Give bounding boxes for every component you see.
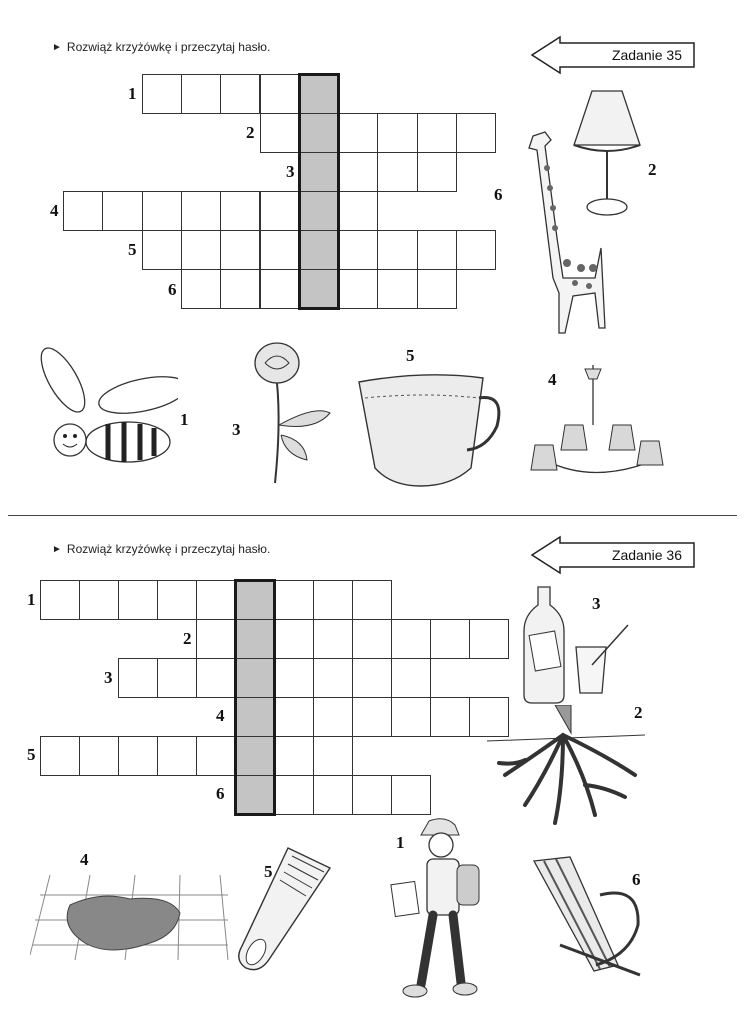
crossword-cell[interactable] [220, 230, 260, 270]
crossword-cell[interactable] [220, 191, 260, 231]
crossword-cell[interactable] [274, 580, 314, 620]
crossword-cell[interactable] [377, 269, 417, 309]
crossword-cell[interactable] [377, 152, 417, 192]
crossword-cell[interactable] [417, 230, 457, 270]
row-number-4: 4 [216, 706, 225, 725]
crossword-cell[interactable] [118, 580, 158, 620]
crossword-cell[interactable] [235, 775, 275, 815]
crossword-cell[interactable] [181, 269, 221, 309]
crossword-cell[interactable] [299, 269, 339, 309]
crossword-cell[interactable] [196, 580, 236, 620]
crossword-cell[interactable] [352, 697, 392, 737]
crossword-cell[interactable] [391, 775, 431, 815]
lemonade-icon [520, 585, 635, 705]
crossword-cell[interactable] [260, 191, 300, 231]
crossword-cell[interactable] [235, 658, 275, 698]
crossword-cell[interactable] [377, 230, 417, 270]
crossword-cell[interactable] [299, 152, 339, 192]
roots-icon [485, 705, 650, 830]
comb-icon [230, 838, 340, 978]
instruction-bottom [52, 542, 270, 556]
picture-number-6: 6 [632, 870, 641, 889]
crossword-cell[interactable] [181, 74, 221, 114]
task-arrow-36 [530, 535, 696, 575]
row-number-6: 6 [168, 280, 177, 299]
crossword-cell[interactable] [220, 74, 260, 114]
crossword-cell[interactable] [157, 736, 197, 776]
crossword-cell[interactable] [274, 619, 314, 659]
picture-number-2: 2 [648, 160, 657, 179]
crossword-cell[interactable] [417, 269, 457, 309]
crossword-cell[interactable] [352, 775, 392, 815]
crossword-cell[interactable] [338, 230, 378, 270]
crossword-cell[interactable] [352, 580, 392, 620]
triangle-bullet-icon: ► [52, 41, 62, 53]
crossword-cell[interactable] [63, 191, 103, 231]
section-divider [8, 515, 737, 516]
crossword-cell[interactable] [299, 191, 339, 231]
picture-number-6: 6 [494, 185, 503, 204]
crossword-cell[interactable] [313, 697, 353, 737]
row-number-2: 2 [246, 123, 255, 142]
crossword-cell[interactable] [299, 74, 339, 114]
crossword-cell[interactable] [274, 736, 314, 776]
picture-number-3: 3 [232, 420, 241, 439]
crossword-cell[interactable] [417, 113, 457, 153]
crossword-cell[interactable] [142, 191, 182, 231]
crossword-cell[interactable] [313, 580, 353, 620]
picture-number-1: 1 [396, 833, 405, 852]
crossword-cell[interactable] [430, 697, 470, 737]
cup-icon [355, 368, 505, 493]
crossword-cell[interactable] [196, 736, 236, 776]
crossword-cell[interactable] [391, 619, 431, 659]
crossword-cell[interactable] [338, 113, 378, 153]
crossword-cell[interactable] [220, 269, 260, 309]
crossword-cell[interactable] [338, 191, 378, 231]
row-number-3: 3 [286, 162, 295, 181]
crossword-cell[interactable] [274, 697, 314, 737]
picture-number-4: 4 [80, 850, 89, 869]
crossword-cell[interactable] [235, 736, 275, 776]
row-number-1: 1 [27, 590, 36, 609]
row-number-1: 1 [128, 84, 137, 103]
crossword-cell[interactable] [430, 619, 470, 659]
crossword-cell[interactable] [338, 269, 378, 309]
row-number-5: 5 [27, 745, 36, 764]
crossword-cell[interactable] [352, 658, 392, 698]
crossword-cell[interactable] [196, 619, 236, 659]
row-number-4: 4 [50, 201, 59, 220]
instruction-text: Rozwiąż krzyżówkę i przeczytaj hasło. [66, 40, 271, 54]
task-arrow-35 [530, 35, 696, 75]
crossword-cell[interactable] [377, 113, 417, 153]
picture-number-5: 5 [264, 862, 273, 881]
crossword-cell[interactable] [299, 230, 339, 270]
crossword-cell[interactable] [235, 619, 275, 659]
crossword-cell[interactable] [118, 658, 158, 698]
crossword-cell[interactable] [338, 152, 378, 192]
crossword-cell[interactable] [299, 113, 339, 153]
crossword-cell[interactable] [469, 619, 509, 659]
task-label: Zadanie 36 [611, 547, 682, 563]
bee-icon [28, 340, 178, 475]
crossword-cell[interactable] [118, 736, 158, 776]
crossword-cell[interactable] [40, 736, 80, 776]
crossword-cell[interactable] [79, 736, 119, 776]
row-number-6: 6 [216, 784, 225, 803]
crossword-cell[interactable] [391, 697, 431, 737]
picture-number-5: 5 [406, 346, 415, 365]
crossword-cell[interactable] [391, 658, 431, 698]
picture-number-1: 1 [180, 410, 189, 429]
crossword-cell[interactable] [142, 230, 182, 270]
crossword-cell[interactable] [181, 230, 221, 270]
crossword-cell[interactable] [79, 580, 119, 620]
row-number-2: 2 [183, 629, 192, 648]
crossword-cell[interactable] [313, 775, 353, 815]
crossword-cell[interactable] [40, 580, 80, 620]
picture-number-3: 3 [592, 594, 601, 613]
crossword-cell[interactable] [157, 580, 197, 620]
crossword-cell[interactable] [260, 74, 300, 114]
crossword-cell[interactable] [313, 658, 353, 698]
crossword-cell[interactable] [313, 619, 353, 659]
instruction-top [52, 40, 270, 54]
task-label: Zadanie 35 [611, 47, 682, 63]
crossword-cell[interactable] [157, 658, 197, 698]
crossword-cell[interactable] [196, 658, 236, 698]
crossword-cell[interactable] [260, 230, 300, 270]
instruction-text: Rozwiąż krzyżówkę i przeczytaj hasło. [66, 542, 271, 556]
rose-icon [245, 335, 340, 485]
puddle-icon [30, 865, 230, 965]
crossword-cell[interactable] [235, 697, 275, 737]
crossword-cell[interactable] [181, 191, 221, 231]
picture-number-4: 4 [548, 370, 557, 389]
lamp-icon [570, 85, 650, 220]
crossword-cell[interactable] [142, 74, 182, 114]
crossword-cell[interactable] [456, 113, 496, 153]
crossword-cell[interactable] [274, 658, 314, 698]
row-number-5: 5 [128, 240, 137, 259]
crossword-cell[interactable] [313, 736, 353, 776]
crossword-cell[interactable] [456, 230, 496, 270]
crossword-cell[interactable] [260, 113, 300, 153]
crossword-cell[interactable] [352, 619, 392, 659]
picture-number-2: 2 [634, 703, 643, 722]
crossword-cell[interactable] [417, 152, 457, 192]
crossword-cell[interactable] [274, 775, 314, 815]
crossword-cell[interactable] [235, 580, 275, 620]
row-number-3: 3 [104, 668, 113, 687]
crossword-cell[interactable] [102, 191, 142, 231]
crossword-cell[interactable] [260, 269, 300, 309]
triangle-bullet-icon: ► [52, 543, 62, 555]
